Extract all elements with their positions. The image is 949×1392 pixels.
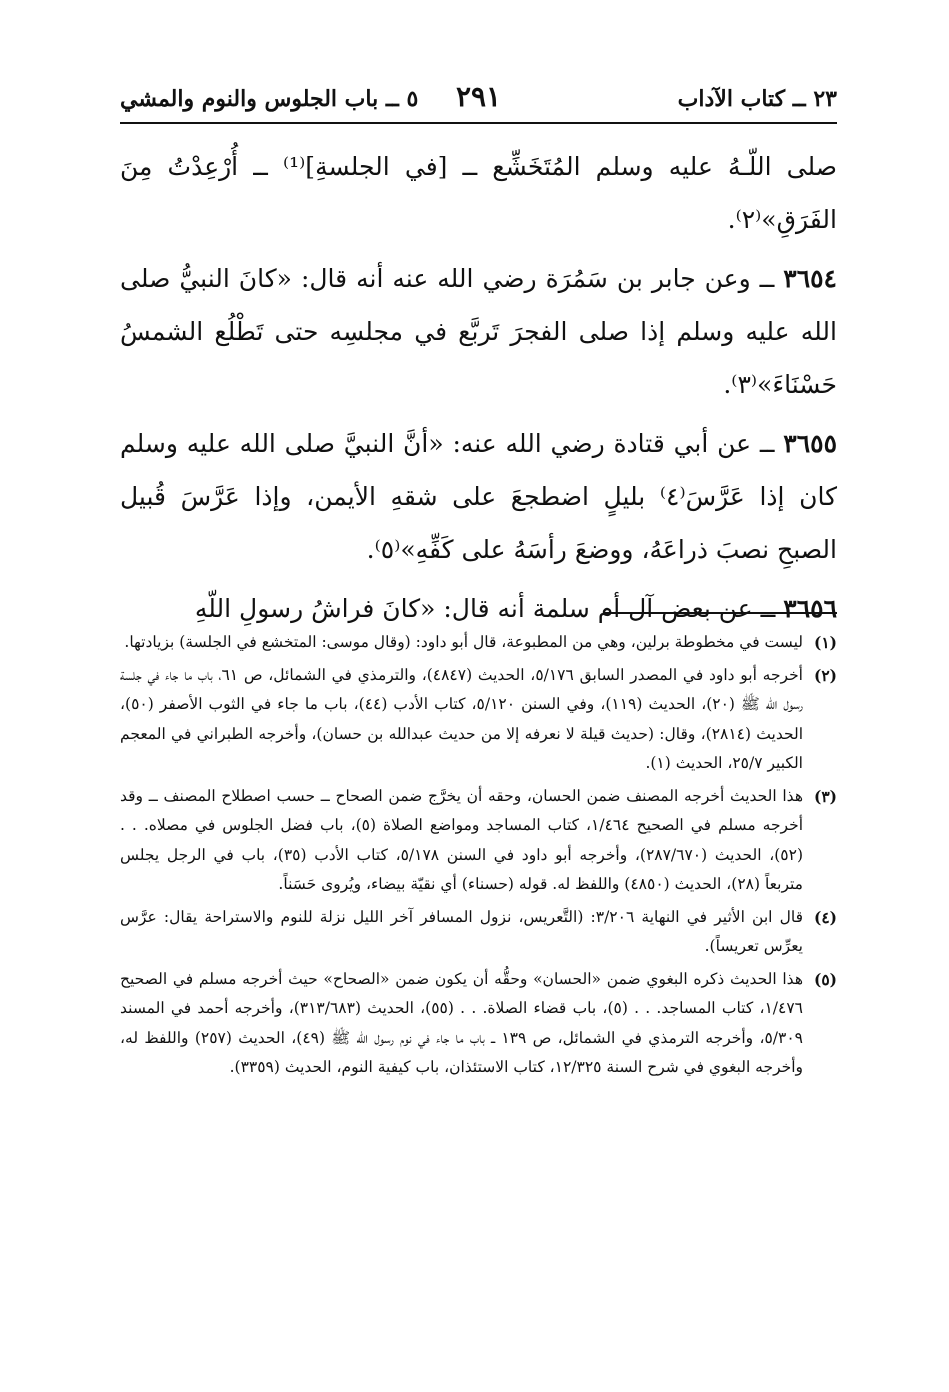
hadith-text: ــ عن بعض آل أم سلمة أنه قال: «كانَ فراشُ رسولِ اللّهِ bbox=[194, 594, 776, 623]
footnote-text: هذا الحديث ذكره البغوي ضمن «الحسان» وحقُّه أن يكون ضمن «الصحاح» حيث أخرجه مسلم في الصحيح ١/٤٧٦، كتاب المساجد. . . (٥)، باب قضاء الصلاة. . . (٥٥)، الحديث (٣١٣/٦٨٣)، وأخرجه أحمد في المسند ٥/٣٠٩، وأخرجه الترمذي في الشمائل، ص ١٣٩ ــ باب ما جاء في نوم رسول الله ﷺ (٤٩)، الحديث (٢٥٧) واللفظ له، وأخرجه البغوي في شرح السنة ١٢/٣٢٥، كتاب الاستئذان، باب كيفية النوم، الحديث (٣٣٥٩). bbox=[120, 969, 804, 1076]
main-text bbox=[120, 140, 837, 641]
hadith-number: ٣٦٥٥ bbox=[783, 429, 837, 458]
footnote-5 bbox=[120, 965, 837, 1083]
footnote-text: قال ابن الأثير في النهاية ٣/٢٠٦: (التَّعريس، نزول المسافر آخر الليل نزلة للنوم والاستراحة يقال: عرَّس يعرِّس تعريساً). bbox=[120, 907, 803, 955]
book-title: ٢٣ ــ كتاب الآداب bbox=[677, 86, 837, 112]
hadith-text: ــ وعن جابر بن سَمُرَة رضي الله عنه أنه قال: «كانَ النبيُّ صلى الله عليه وسلم إذا صلى الفجرَ تَربَّع في مجلسِه حتى تَطْلُع الشمسُ حَسْنَاءَ»⁽٣⁾. bbox=[120, 264, 837, 399]
footnote-text: هذا الحديث أخرجه المصنف ضمن الحسان، وحقه أن يخرَّج ضمن الصحاح ــ حسب اصطلاح المصنف ــ وقد أخرجه مسلم في الصحيح ١/٤٦٤، كتاب المساجد ومواضع الصلاة (٥)، باب فضل الجلوس في مصلاه. . . (٥٢)، الحديث (٢٨٧/٦٧٠)، وأخرجه أبو داود في السنن ٥/١٧٨، كتاب الأدب (٣٥)، باب في الرجل يجلس متربعاً (٢٨)، الحديث (٤٨٥٠) واللفظ له. قوله (حسناء) أي نقيّة بيضاء، ويُروى حَسَناً. bbox=[120, 786, 804, 893]
footnote-text: ليست في مخطوطة برلين، وهي من المطبوعة، قال أبو داود: (وقال موسى: المتخشع في الجلسة) بزيادتها. bbox=[124, 633, 803, 651]
hadith-3655 bbox=[120, 417, 837, 576]
page-number: ٢٩١ bbox=[455, 80, 502, 113]
footnote-mark: (٢) bbox=[813, 665, 837, 685]
footnote-2 bbox=[120, 661, 837, 779]
hadith-number: ٣٦٥٦ bbox=[783, 594, 837, 623]
running-header bbox=[120, 78, 837, 124]
footnote-divider bbox=[605, 612, 837, 614]
paragraph-continuation: صلى اللّـهُ عليه وسلم المُتَخَشِّع ــ [في الجلسةِ]⁽¹⁾ ــ أُرْعِدْتُ مِنَ الفَرَقِ»⁽٢⁾. bbox=[120, 152, 837, 234]
footnote-text: أخرجه أبو داود في المصدر السابق ٥/١٧٦، الحديث (٤٨٤٧)، والترمذي في الشمائل، ص ٦١، باب ما جاء في جلسة رسول الله ﷺ (٢٠)، الحديث (١١٩)، وفي السنن ٥/١٢٠، كتاب الأدب (٤٤)، باب ما جاء في الثوب الأصفر (٥٠)، الحديث (٢٨١٤)، وقال: (حديث قيلة لا نعرفه إلا من حديث عبدالله بن حسان)، وأخرجه الطبراني في المعجم الكبير ٢٥/٧، الحديث (١). bbox=[120, 665, 804, 772]
footnote-4 bbox=[120, 903, 837, 962]
footnote-3 bbox=[120, 782, 837, 900]
footnote-1 bbox=[120, 628, 837, 658]
hadith-text: ــ عن أبي قتادة رضي الله عنه: «أنَّ النبيَّ صلى الله عليه وسلم كان إذا عَرَّسَ⁽٤⁾ بليلٍ اضطجعَ على شقهِ الأيمن، وإذا عَرَّسَ قُبيل الصبحِ نصبَ ذراعَهُ، ووضعَ رأسَهُ على كَفِّهِ»⁽٥⁾. bbox=[120, 429, 837, 564]
footnote-mark: (٤) bbox=[813, 907, 837, 927]
chapter-title: ٥ ــ باب الجلوس والنوم والمشي bbox=[120, 86, 419, 112]
footnote-mark: (٥) bbox=[813, 969, 837, 989]
footnotes bbox=[120, 628, 837, 1086]
footnote-mark: (١) bbox=[813, 633, 837, 652]
footnote-mark: (٣) bbox=[813, 786, 837, 806]
hadith-number: ٣٦٥٤ bbox=[783, 264, 837, 293]
hadith-3654 bbox=[120, 252, 837, 411]
